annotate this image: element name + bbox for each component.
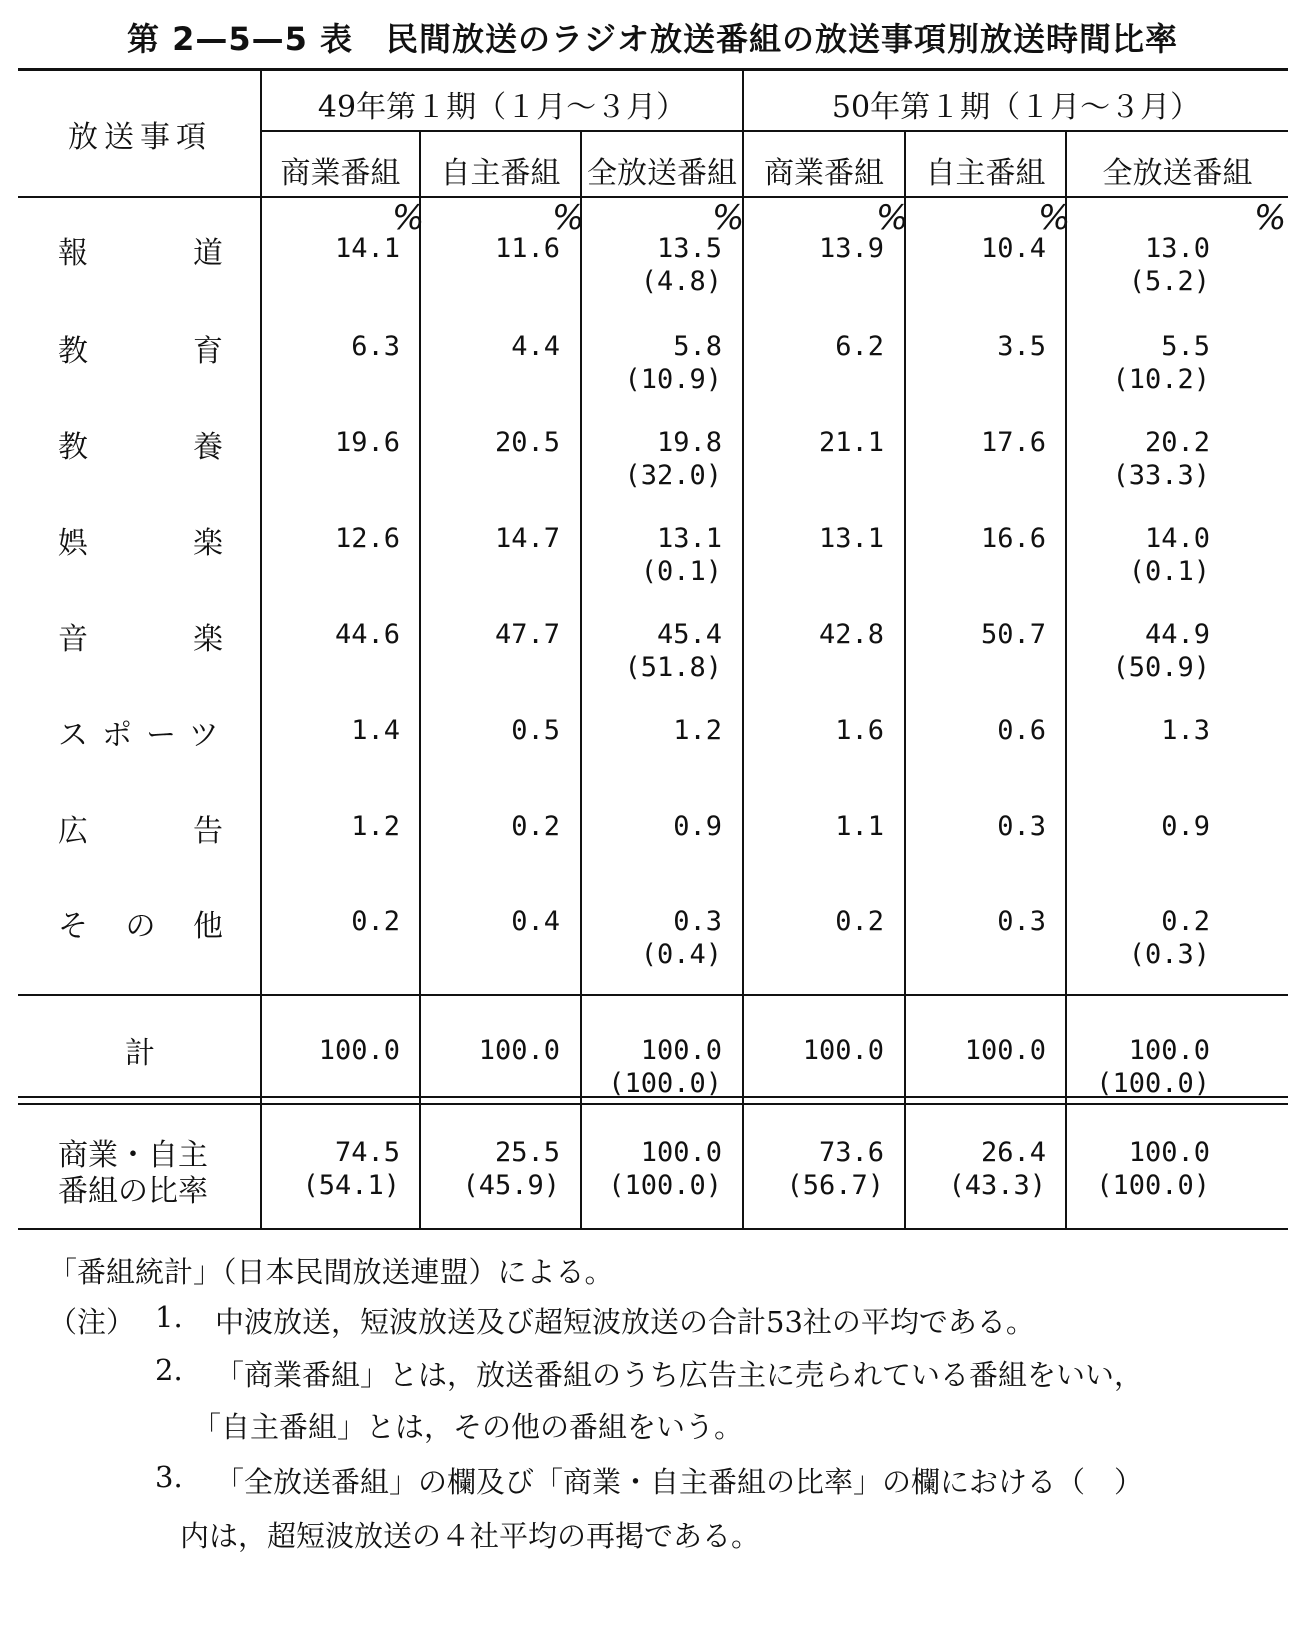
total-cell — [572, 1034, 722, 1100]
header-item-label: 放送事項 — [68, 120, 212, 155]
note-2-text-a: 「商業番組」とは，放送番組のうち広告主に売られている番組をいい， — [215, 1358, 1144, 1392]
cell-subvalue: (100.0) — [1096, 1068, 1210, 1099]
cell-value: 100.0 — [1128, 1137, 1210, 1168]
row-label — [58, 901, 223, 945]
subheader-commercial-49: 商業番組 — [280, 156, 401, 191]
cell-value: 0.9 — [673, 811, 722, 842]
table-cell — [250, 905, 400, 938]
cell-value: 1.6 — [835, 715, 884, 746]
cell-value: 0.2 — [1161, 906, 1210, 937]
ratio-cell — [410, 1136, 560, 1202]
cell-subvalue: (0.4) — [640, 939, 722, 970]
table-cell — [1060, 810, 1210, 843]
cell-value: 100.0 — [318, 1035, 400, 1066]
cell-value: 10.4 — [980, 233, 1046, 264]
cell-value: 14.1 — [334, 233, 400, 264]
cell-subvalue: (33.3) — [1112, 460, 1210, 491]
table-cell — [1060, 330, 1210, 396]
cell-value: 100.0 — [964, 1035, 1046, 1066]
cell-subvalue: (100.0) — [1096, 1170, 1210, 1201]
table-cell — [734, 714, 884, 747]
total-cell — [1060, 1034, 1210, 1100]
table-cell — [896, 330, 1046, 363]
table-cell — [410, 618, 560, 651]
cell-value: 0.3 — [997, 811, 1046, 842]
cell-value: 100.0 — [802, 1035, 884, 1066]
cell-value: 44.9 — [1144, 619, 1210, 650]
cell-value: 0.2 — [511, 811, 560, 842]
table-cell — [410, 810, 560, 843]
table-cell — [250, 522, 400, 555]
table-cell — [250, 330, 400, 363]
cell-value: 14.0 — [1144, 523, 1210, 554]
table-cell — [410, 426, 560, 459]
table-cell — [734, 330, 884, 363]
cell-value: 6.2 — [835, 331, 884, 362]
table-cell — [572, 905, 722, 971]
cell-subvalue: (4.8) — [640, 266, 722, 297]
ratio-cell — [896, 1136, 1046, 1202]
cell-value: 0.2 — [351, 906, 400, 937]
cell-value: 1.2 — [673, 715, 722, 746]
cell-value: 0.5 — [511, 715, 560, 746]
note-3-text-b: 内は，超短波放送の４社平均の再掲である。 — [180, 1519, 761, 1553]
cell-value: 100.0 — [640, 1137, 722, 1168]
cell-value: 100.0 — [478, 1035, 560, 1066]
cell-subvalue: (0.3) — [1128, 939, 1210, 970]
percent-unit-col2: % — [552, 198, 585, 238]
cell-value: 13.0 — [1144, 233, 1210, 264]
subheader-all-49: 全放送番組 — [587, 156, 737, 191]
cell-value: 45.4 — [656, 619, 722, 650]
row-label-char: 楽 — [193, 622, 223, 657]
row-label — [58, 422, 223, 466]
cell-subvalue: (100.0) — [608, 1068, 722, 1099]
row-label — [58, 228, 223, 272]
cell-value: 19.8 — [656, 427, 722, 458]
cell-value: 100.0 — [1128, 1035, 1210, 1066]
cell-value: 13.1 — [818, 523, 884, 554]
header-period-50: 50年第１期（１月～３月） — [831, 90, 1201, 125]
row-label — [58, 518, 223, 562]
cell-value: 1.3 — [1161, 715, 1210, 746]
cell-subvalue: (50.9) — [1112, 652, 1210, 683]
row-label-char: 養 — [193, 430, 223, 465]
cell-value: 11.6 — [494, 233, 560, 264]
cell-value: 5.8 — [673, 331, 722, 362]
ratio-label-line1: 商業・自主 — [58, 1138, 208, 1173]
note-3-text-a: 「全放送番組」の欄及び「商業・自主番組の比率」の欄における（ ） — [215, 1465, 1144, 1499]
row-label-char: 娯 — [58, 526, 88, 561]
row-label-char: 教 — [58, 430, 88, 465]
row-label-char: 他 — [193, 909, 223, 944]
table-cell — [572, 714, 722, 747]
cell-subvalue: (0.1) — [1128, 556, 1210, 587]
total-cell — [250, 1034, 400, 1067]
table-cell — [410, 714, 560, 747]
cell-subvalue: (51.8) — [624, 652, 722, 683]
percent-unit-col4: % — [876, 198, 909, 238]
cell-value: 0.6 — [997, 715, 1046, 746]
table-cell — [572, 618, 722, 684]
cell-value: 20.2 — [1144, 427, 1210, 458]
table-cell — [896, 522, 1046, 555]
cell-subvalue: (32.0) — [624, 460, 722, 491]
row-label-char: 広 — [58, 814, 88, 849]
cell-value: 19.6 — [334, 427, 400, 458]
row-label: スポーツ — [58, 718, 233, 753]
note-2-text-b: 「自主番組」とは，その他の番組をいう。 — [192, 1410, 744, 1444]
cell-value: 4.4 — [511, 331, 560, 362]
table-cell — [1060, 426, 1210, 492]
cell-subvalue: (45.9) — [462, 1170, 560, 1201]
row-label — [58, 806, 223, 850]
table-cell — [1060, 714, 1210, 747]
cell-value: 73.6 — [818, 1137, 884, 1168]
row-label-char: 育 — [193, 334, 223, 369]
row-label-char: 道 — [193, 236, 223, 271]
cell-value: 0.3 — [997, 906, 1046, 937]
header-period-49: 49年第１期（１月～３月） — [317, 90, 687, 125]
table-cell — [410, 522, 560, 555]
total-cell — [410, 1034, 560, 1067]
cell-value: 0.9 — [1161, 811, 1210, 842]
cell-value: 20.5 — [494, 427, 560, 458]
cell-value: 17.6 — [980, 427, 1046, 458]
cell-value: 13.5 — [656, 233, 722, 264]
table-top-rule — [18, 68, 1288, 71]
row-label-char: 教 — [58, 334, 88, 369]
table-cell — [250, 232, 400, 265]
table-cell — [734, 810, 884, 843]
ratio-cell — [250, 1136, 400, 1202]
cell-value: 1.1 — [835, 811, 884, 842]
row-label — [58, 614, 223, 658]
row-label-char: 告 — [193, 814, 223, 849]
subheader-independent-50: 自主番組 — [925, 156, 1046, 191]
cell-value: 50.7 — [980, 619, 1046, 650]
table-cell — [572, 426, 722, 492]
cell-value: 42.8 — [818, 619, 884, 650]
cell-subvalue: (100.0) — [608, 1170, 722, 1201]
table-cell — [734, 618, 884, 651]
subheader-independent-49: 自主番組 — [440, 156, 561, 191]
table-cell — [1060, 905, 1210, 971]
row-label — [58, 326, 223, 370]
table-cell — [572, 232, 722, 298]
total-cell — [896, 1034, 1046, 1067]
total-top-rule — [18, 994, 1288, 996]
row-label-char: 報 — [58, 236, 88, 271]
table-cell — [896, 714, 1046, 747]
ratio-cell — [734, 1136, 884, 1202]
cell-value: 0.4 — [511, 906, 560, 937]
cell-value: 47.7 — [494, 619, 560, 650]
table-cell — [1060, 618, 1210, 684]
table-cell — [250, 426, 400, 459]
cell-subvalue: (0.1) — [640, 556, 722, 587]
cell-value: 16.6 — [980, 523, 1046, 554]
period-divider — [262, 130, 1288, 132]
cell-value: 1.4 — [351, 715, 400, 746]
table-cell — [734, 426, 884, 459]
table-cell — [572, 810, 722, 843]
table-cell — [410, 905, 560, 938]
cell-value: 3.5 — [997, 331, 1046, 362]
cell-value: 5.5 — [1161, 331, 1210, 362]
page-title: 第 2—5—5 表 民間放送のラジオ放送番組の放送事項別放送時間比率 — [126, 20, 1179, 58]
cell-value: 0.2 — [835, 906, 884, 937]
percent-unit-col3: % — [712, 198, 745, 238]
table-cell — [896, 905, 1046, 938]
total-bottom-double-rule-b — [18, 1103, 1288, 1105]
cell-value: 100.0 — [640, 1035, 722, 1066]
cell-value: 25.5 — [494, 1137, 560, 1168]
table-cell — [250, 714, 400, 747]
table-cell — [410, 330, 560, 363]
table-cell — [250, 810, 400, 843]
cell-subvalue: (10.2) — [1112, 364, 1210, 395]
cell-value: 14.7 — [494, 523, 560, 554]
cell-subvalue: (5.2) — [1128, 266, 1210, 297]
cell-value: 44.6 — [334, 619, 400, 650]
percent-unit-col1: % — [392, 198, 425, 238]
cell-value: 74.5 — [334, 1137, 400, 1168]
cell-value: 21.1 — [818, 427, 884, 458]
cell-value: 13.1 — [656, 523, 722, 554]
row-label-char: 音 — [58, 622, 88, 657]
ratio-cell — [1060, 1136, 1210, 1202]
cell-value: 13.9 — [818, 233, 884, 264]
table-cell — [250, 618, 400, 651]
percent-unit-col5: % — [1038, 198, 1071, 238]
total-cell — [734, 1034, 884, 1067]
header-bottom-rule — [18, 196, 1288, 198]
table-cell — [734, 232, 884, 265]
cell-value: 26.4 — [980, 1137, 1046, 1168]
note-2-number: 2. — [155, 1353, 183, 1387]
table-cell — [1060, 522, 1210, 588]
row-label-char: 楽 — [193, 526, 223, 561]
table-cell — [896, 618, 1046, 651]
table-bottom-rule — [18, 1228, 1288, 1230]
note-1-text: 中波放送，短波放送及び超短波放送の合計53社の平均である。 — [215, 1305, 1035, 1339]
cell-subvalue: (56.7) — [786, 1170, 884, 1201]
cell-subvalue: (54.1) — [302, 1170, 400, 1201]
cell-value: 6.3 — [351, 331, 400, 362]
table-cell — [1060, 232, 1210, 298]
note-1-number: 1. — [155, 1300, 183, 1334]
table-cell — [896, 232, 1046, 265]
cell-value: 12.6 — [334, 523, 400, 554]
ratio-cell — [572, 1136, 722, 1202]
table-cell — [410, 232, 560, 265]
cell-value: 0.3 — [673, 906, 722, 937]
total-label: 計 — [125, 1036, 155, 1071]
ratio-label-line2: 番組の比率 — [58, 1174, 208, 1209]
subheader-commercial-50: 商業番組 — [764, 156, 884, 191]
table-cell — [572, 330, 722, 396]
table-cell — [734, 905, 884, 938]
notes-prefix: （注） — [48, 1305, 136, 1339]
percent-unit-col6: % — [1254, 198, 1287, 238]
table-cell — [896, 426, 1046, 459]
subheader-all-50: 全放送番組 — [1102, 156, 1253, 191]
cell-subvalue: (10.9) — [624, 364, 722, 395]
cell-value: 1.2 — [351, 811, 400, 842]
table-cell — [572, 522, 722, 588]
table-cell — [896, 810, 1046, 843]
cell-subvalue: (43.3) — [948, 1170, 1046, 1201]
row-label-char: そ — [58, 909, 88, 944]
row-label-char: の — [125, 909, 156, 944]
note-3-number: 3. — [155, 1460, 183, 1494]
table-cell — [734, 522, 884, 555]
source-line: 「番組統計」（日本民間放送連盟）による。 — [48, 1255, 614, 1289]
